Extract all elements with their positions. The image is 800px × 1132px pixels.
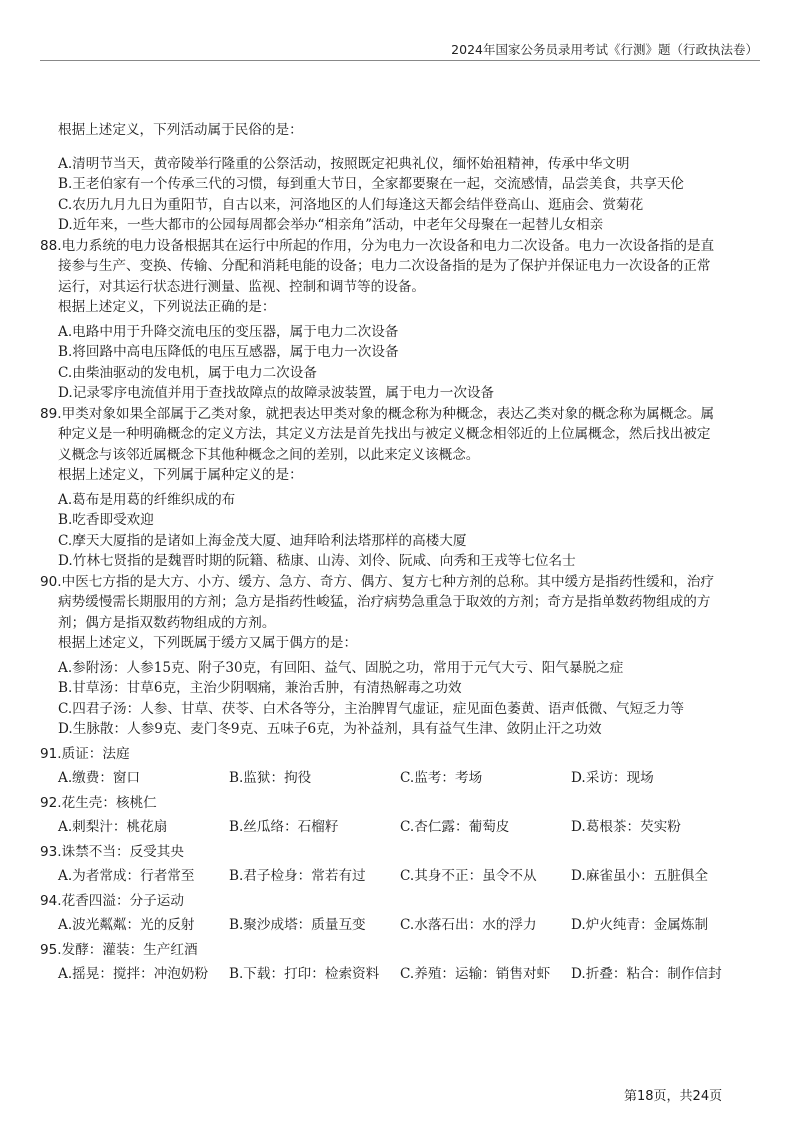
option-a: A.摇晃：搅拌：冲泡奶粉 — [58, 966, 209, 982]
question-stem: 发酵：灌装：生产红酒 — [61, 941, 198, 958]
option-d: D.炉火纯青：金属炼制 — [571, 917, 709, 933]
options-row — [40, 866, 762, 887]
question-88 — [40, 236, 762, 404]
option-d: D.采访：现场 — [571, 770, 654, 786]
option-c: C.养殖：运输：销售对虾 — [400, 966, 551, 982]
option-b: B.吃香即受欢迎 — [58, 512, 154, 528]
option-a: A.参附汤：人参15克、附子30克，有回阳、益气、固脱之功，常用于元气大亏、阳气暴脱之症 — [58, 659, 624, 676]
option-b: B.聚沙成塔：质量互变 — [229, 917, 366, 933]
question-stem: 花香四溢：分子运动 — [61, 892, 184, 909]
question-90 — [40, 572, 762, 740]
question-stem-line: 种定义是一种明确概念的定义方法，其定义方法是首先找出与被定义概念相邻近的上位属概念，然后找出被定 — [58, 426, 711, 442]
question-prompt: 根据上述定义，下列活动属于民俗的是： — [58, 122, 303, 138]
option-d: D.近年来，一些大都市的公园每周都会举办“相亲角”活动，中老年父母聚在一起替儿女相亲 — [58, 217, 604, 233]
option-a: A.刺梨汁：桃花扇 — [58, 819, 168, 835]
option-b: B.甘草汤：甘草6克，主治少阴咽痛，兼治舌肿，有清热解毒之功效 — [58, 680, 462, 696]
question-93 — [40, 842, 762, 887]
exam-header: 2024年国家公务员录用考试《行测》题（行政执法卷） — [451, 42, 758, 57]
option-b: B.君子检身：常若有过 — [229, 868, 366, 884]
option-c: C.监考：考场 — [400, 770, 483, 786]
option-a: A.清明节当天，黄帝陵举行隆重的公祭活动，按照既定祀典礼仪，缅怀始祖精神，传承中华文明 — [58, 155, 630, 172]
question-92 — [40, 793, 762, 838]
option-d: D.折叠：粘合：制作信封 — [571, 966, 722, 982]
question-prompt: 根据上述定义，下列属于属种定义的是： — [58, 467, 303, 483]
question-stem-line: 中医七方指的是大方、小方、缓方、急方、奇方、偶方、复方七种方剂的总称。其中缓方是指药性缓和，治疗 — [61, 573, 715, 590]
question-95 — [40, 940, 762, 985]
question-stem-line: 剂；偶方是指双数药物组成的方剂。 — [58, 614, 276, 631]
options-row — [40, 817, 762, 838]
option-c: C.四君子汤：人参、甘草、茯苓、白术各等分，主治脾胃气虚证，症见面色萎黄、语声低微、气短乏力等 — [58, 700, 684, 717]
options-row — [40, 964, 762, 985]
options-row — [40, 768, 762, 789]
question-prompt: 根据上述定义，下列既属于缓方又属于偶方的是： — [58, 635, 358, 651]
question-number: 89. — [40, 405, 62, 422]
option-b: B.将回路中高电压降低的电压互感器，属于电力一次设备 — [58, 344, 399, 360]
question-number: 93. — [40, 843, 62, 860]
option-d: D.竹林七贤指的是魏晋时期的阮籍、嵇康、山涛、刘伶、阮咸、向秀和王戎等七位名士 — [58, 553, 576, 569]
option-b: B.监狱：拘役 — [229, 770, 312, 786]
option-c: C.其身不正：虽令不从 — [400, 868, 537, 884]
option-b: B.丝瓜络：石榴籽 — [229, 819, 339, 835]
option-d: D.麻雀虽小：五脏俱全 — [571, 868, 709, 884]
question-number: 91. — [40, 745, 62, 762]
option-a: A.波光粼粼：光的反射 — [58, 917, 195, 933]
question-number: 92. — [40, 794, 62, 811]
question-94 — [40, 891, 762, 936]
option-c: C.水落石出：水的浮力 — [400, 917, 537, 933]
option-c: C.由柴油驱动的发电机，属于电力二次设备 — [58, 364, 317, 381]
question-number: 88. — [40, 237, 62, 254]
option-a: A.缴费：窗口 — [58, 770, 141, 786]
option-b: B.王老伯家有一个传承三代的习惯，每到重大节日，全家都要聚在一起，交流感情，品尝美食，共享天伦 — [58, 176, 685, 192]
option-d: D.葛根茶：芡实粉 — [571, 819, 681, 835]
question-prompt: 根据上述定义，下列说法正确的是： — [58, 299, 276, 315]
question-stem: 诛禁不当：反受其央 — [61, 843, 184, 860]
option-b: B.下载：打印：检索资料 — [229, 966, 380, 982]
question-91 — [40, 744, 762, 789]
options-row — [40, 915, 762, 936]
option-c: C.农历九月九日为重阳节，自古以来，河洛地区的人们每逢这天都会结伴登高山、逛庙会、赏菊花 — [58, 196, 644, 213]
question-stem: 花生壳：核桃仁 — [61, 794, 157, 811]
question-stem-line: 电力系统的电力设备根据其在运行中所起的作用，分为电力一次设备和电力二次设备。电力一次设备指的是直 — [61, 237, 715, 254]
option-c: C.杏仁露：葡萄皮 — [400, 819, 510, 835]
question-number: 90. — [40, 573, 62, 590]
option-a: A.葛布是用葛的纤维织成的布 — [58, 491, 236, 508]
question-87-tail — [40, 120, 762, 236]
question-stem: 质证：法庭 — [61, 745, 130, 762]
question-89 — [40, 404, 762, 572]
question-stem-line: 接参与生产、变换、传输、分配和消耗电能的设备；电力二次设备指的是为了保护并保证电力一次设备的正常 — [58, 258, 711, 274]
question-stem-line: 运行，对其运行状态进行测量、监视、控制和调节等的设备。 — [58, 278, 426, 295]
page-number: 第18页，共24页 — [624, 1089, 723, 1104]
question-stem-line: 义概念与该邻近属概念下其他种概念之间的差别，以此来定义该概念。 — [58, 446, 480, 463]
page-content — [40, 120, 762, 985]
option-a: A.电路中用于升降交流电压的变压器，属于电力二次设备 — [58, 323, 399, 340]
question-stem-line: 病势缓慢需长期服用的方剂；急方是指药性峻猛，治疗病势急重急于取效的方剂；奇方是指单数药物组成的方 — [58, 594, 711, 610]
option-d: D.记录零序电流值并用于查找故障点的故障录波装置，属于电力一次设备 — [58, 385, 495, 401]
option-d: D.生脉散：人参9克、麦门冬9克、五味子6克，为补益剂，具有益气生津、敛阴止汗之功效 — [58, 721, 602, 737]
option-c: C.摩天大厦指的是诸如上海金茂大厦、迪拜哈利法塔那样的高楼大厦 — [58, 532, 467, 549]
question-number: 94. — [40, 892, 62, 909]
option-a: A.为者常成：行者常至 — [58, 868, 195, 884]
question-stem-line: 甲类对象如果全部属于乙类对象，就把表达甲类对象的概念称为种概念，表达乙类对象的概念称为属概念。属 — [61, 405, 715, 422]
header-divider — [40, 60, 760, 61]
question-number: 95. — [40, 941, 62, 958]
